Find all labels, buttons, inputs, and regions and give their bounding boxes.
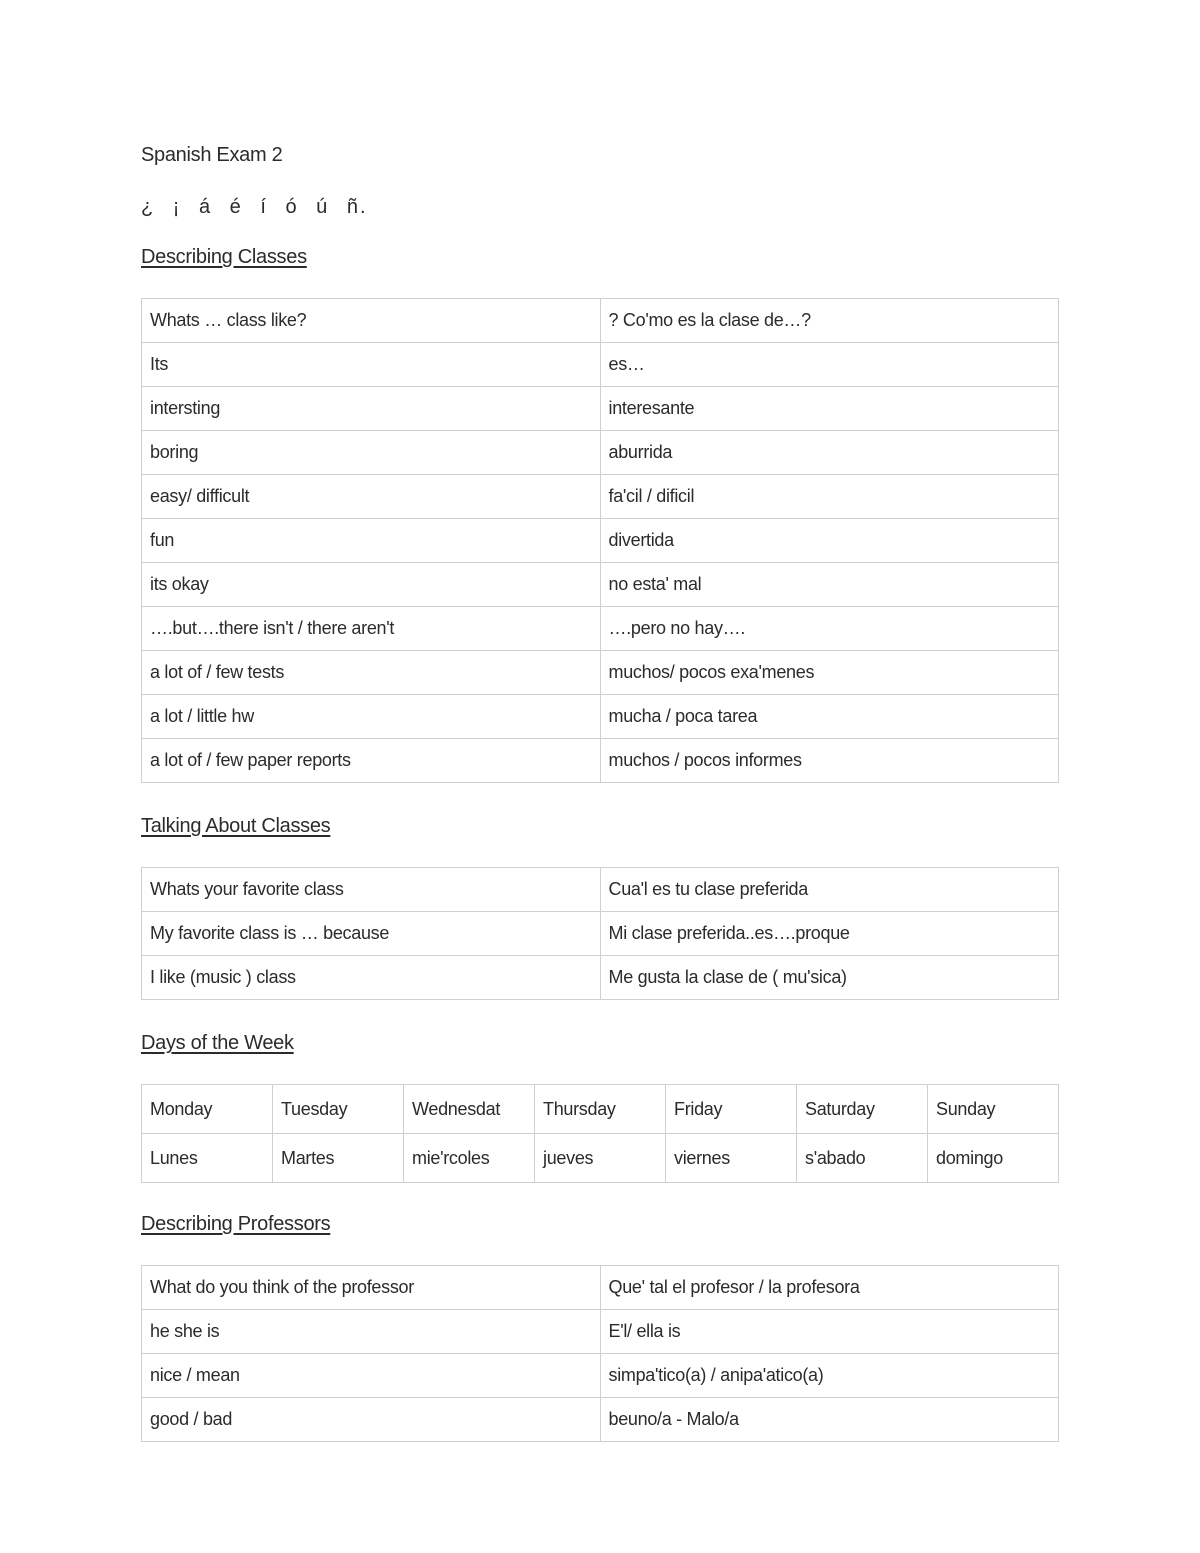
english-cell: What do you think of the professor <box>142 1266 601 1310</box>
spanish-cell: Cua'l es tu clase preferida <box>600 868 1059 912</box>
day-spanish-cell: viernes <box>666 1134 797 1183</box>
spanish-cell: muchos / pocos informes <box>600 739 1059 783</box>
spanish-cell: Mi clase preferida..es….proque <box>600 912 1059 956</box>
english-cell: boring <box>142 431 601 475</box>
spanish-cell: aburrida <box>600 431 1059 475</box>
spanish-cell: muchos/ pocos exa'menes <box>600 651 1059 695</box>
day-spanish-cell: Martes <box>273 1134 404 1183</box>
table-row <box>142 1310 1059 1354</box>
english-cell: intersting <box>142 387 601 431</box>
english-cell: a lot / little hw <box>142 695 601 739</box>
document-page <box>141 140 1059 1442</box>
day-english-cell: Sunday <box>928 1085 1059 1134</box>
day-english-cell: Saturday <box>797 1085 928 1134</box>
day-english-cell: Thursday <box>535 1085 666 1134</box>
day-english-cell: Friday <box>666 1085 797 1134</box>
table-row <box>142 563 1059 607</box>
table-row <box>142 343 1059 387</box>
day-spanish-cell: mie'rcoles <box>404 1134 535 1183</box>
heading-talking-about-classes: Talking About Classes <box>141 815 331 837</box>
describing-professors-table <box>141 1265 1059 1442</box>
spanish-cell: mucha / poca tarea <box>600 695 1059 739</box>
heading-describing-classes: Describing Classes <box>141 246 307 268</box>
english-cell: Whats your favorite class <box>142 868 601 912</box>
english-cell: fun <box>142 519 601 563</box>
accent-characters: ¿ ¡ á é í ó ú ñ. <box>141 196 368 218</box>
day-spanish-cell: Lunes <box>142 1134 273 1183</box>
heading-days-of-the-week: Days of the Week <box>141 1032 294 1054</box>
english-cell: ….but….there isn't / there aren't <box>142 607 601 651</box>
table-row <box>142 739 1059 783</box>
table-row <box>142 299 1059 343</box>
english-cell: I like (music ) class <box>142 956 601 1000</box>
english-cell: its okay <box>142 563 601 607</box>
day-spanish-cell: s'abado <box>797 1134 928 1183</box>
table-row <box>142 868 1059 912</box>
english-cell: Its <box>142 343 601 387</box>
spanish-cell: beuno/a - Malo/a <box>600 1398 1059 1442</box>
day-spanish-cell: domingo <box>928 1134 1059 1183</box>
day-spanish-cell: jueves <box>535 1134 666 1183</box>
talking-about-classes-table <box>141 867 1059 1000</box>
spanish-cell: no esta' mal <box>600 563 1059 607</box>
english-cell: a lot of / few paper reports <box>142 739 601 783</box>
english-cell: nice / mean <box>142 1354 601 1398</box>
table-row <box>142 1354 1059 1398</box>
describing-classes-table <box>141 298 1059 783</box>
table-row <box>142 695 1059 739</box>
english-cell: a lot of / few tests <box>142 651 601 695</box>
spanish-cell: divertida <box>600 519 1059 563</box>
spanish-cell: Que' tal el profesor / la profesora <box>600 1266 1059 1310</box>
day-english-cell: Wednesdat <box>404 1085 535 1134</box>
table-row-spanish-days <box>142 1134 1059 1183</box>
table-row <box>142 912 1059 956</box>
days-of-week-table <box>141 1084 1059 1183</box>
spanish-cell: simpa'tico(a) / anipa'atico(a) <box>600 1354 1059 1398</box>
table-row <box>142 519 1059 563</box>
table-row <box>142 651 1059 695</box>
spanish-cell: ? Co'mo es la clase de…? <box>600 299 1059 343</box>
english-cell: Whats … class like? <box>142 299 601 343</box>
table-row <box>142 1266 1059 1310</box>
english-cell: good / bad <box>142 1398 601 1442</box>
spanish-cell: Me gusta la clase de ( mu'sica) <box>600 956 1059 1000</box>
english-cell: easy/ difficult <box>142 475 601 519</box>
table-row <box>142 431 1059 475</box>
day-english-cell: Tuesday <box>273 1085 404 1134</box>
table-row <box>142 387 1059 431</box>
english-cell: My favorite class is … because <box>142 912 601 956</box>
spanish-cell: es… <box>600 343 1059 387</box>
day-english-cell: Monday <box>142 1085 273 1134</box>
document-title: Spanish Exam 2 <box>141 144 283 166</box>
table-row <box>142 956 1059 1000</box>
heading-describing-professors: Describing Professors <box>141 1213 331 1235</box>
table-row <box>142 607 1059 651</box>
spanish-cell: E'l/ ella is <box>600 1310 1059 1354</box>
english-cell: he she is <box>142 1310 601 1354</box>
table-row <box>142 475 1059 519</box>
table-row <box>142 1398 1059 1442</box>
spanish-cell: fa'cil / dificil <box>600 475 1059 519</box>
spanish-cell: ….pero no hay…. <box>600 607 1059 651</box>
table-row-english-days <box>142 1085 1059 1134</box>
spanish-cell: interesante <box>600 387 1059 431</box>
